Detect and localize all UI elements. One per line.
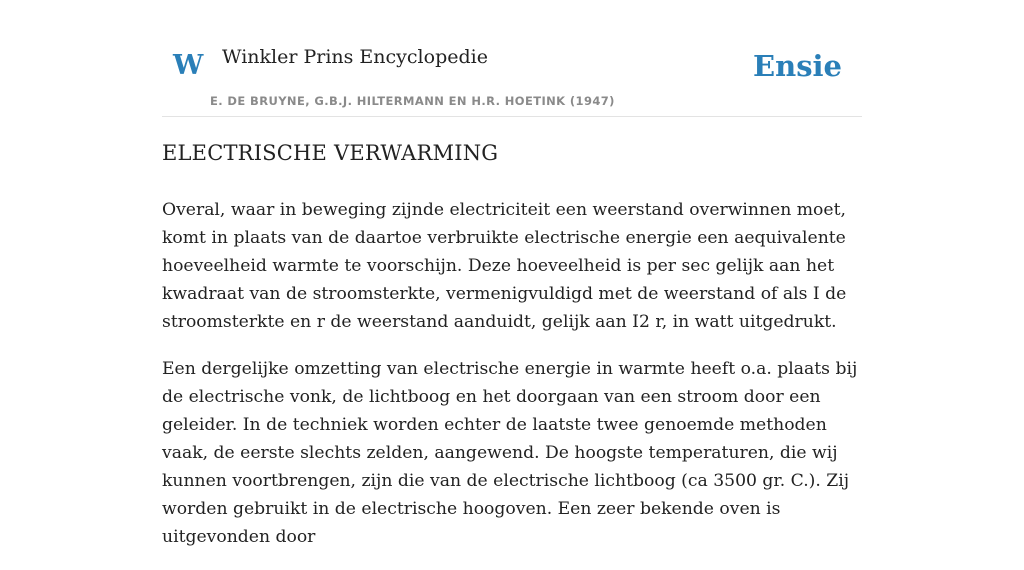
authors-credit: E. DE BRUYNE, G.B.J. HILTERMANN EN H.R. HOETINK (1947) xyxy=(210,94,615,108)
winkler-prins-logo-icon[interactable]: W xyxy=(173,50,204,81)
article-paragraph-1: Overal, waar in beweging zijnde electriciteit een weerstand overwinnen moet, komt in plaats van de daartoe verbruikte electrische energie een aequivalente hoeveelheid warmte te voorschijn. Deze hoeveelheid is per sec gelijk aan het kwadraat van de stroomsterkte, vermenigvuldigd met de weerstand of als I de stroomsterkte en r de weerstand aanduidt, gelijk aan I2 r, in watt uitgedrukt. xyxy=(162,200,847,333)
article-title: ELECTRISCHE VERWARMING xyxy=(162,141,499,165)
article-body xyxy=(162,140,862,570)
site-header xyxy=(162,0,862,117)
site-title-link[interactable]: Winkler Prins Encyclopedie xyxy=(222,46,488,68)
ensie-brand-logo[interactable]: Ensie xyxy=(753,49,842,83)
article-paragraph-2: Een dergelijke omzetting van electrische energie in warmte heeft o.a. plaats bij de electrische vonk, de lichtboog en het doorgaan van een stroom door een geleider. In de techniek worden echter de laatste twee genoemde methoden vaak, de eerste slechts zelden, aangewend. De hoogste temperaturen, die wij kunnen voortbrengen, zijn die van de electrische lichtboog (ca 3500 gr. C.). Zij worden gebruikt in de electrische hoogoven. Een zeer bekende oven is uitgevonden door xyxy=(162,359,858,548)
